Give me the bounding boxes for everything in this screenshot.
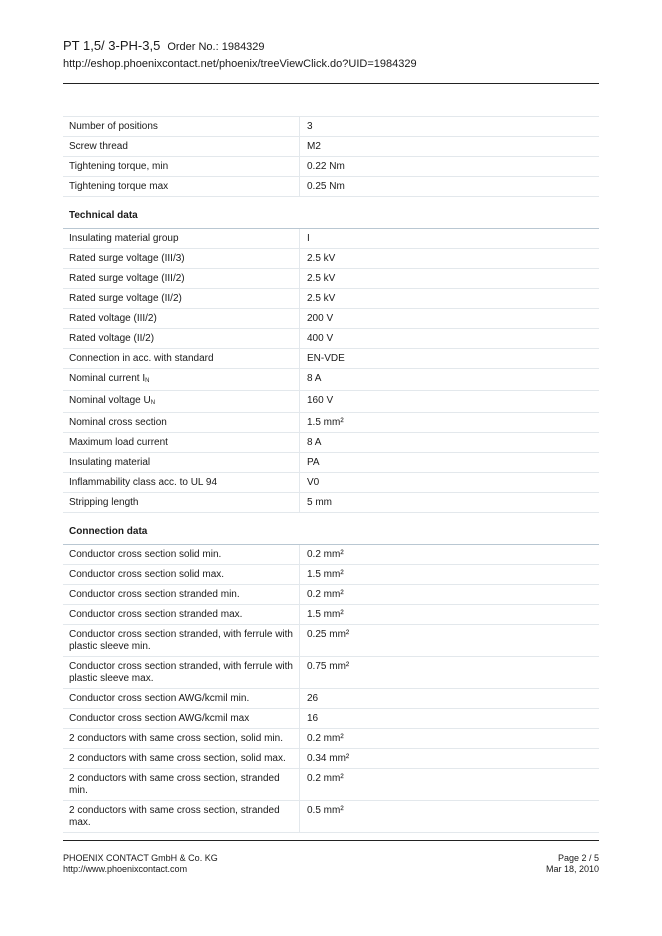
spec-table (63, 116, 599, 833)
table-row (63, 289, 599, 309)
spec-label (63, 309, 300, 329)
spec-value: 0.5 mm² (300, 801, 600, 833)
product-url[interactable]: http://eshop.phoenixcontact.net/phoenix/treeViewClick.do?UID=1984329 (63, 58, 417, 70)
spec-value: I (300, 229, 600, 249)
table-row (63, 157, 599, 177)
table-row (63, 433, 599, 453)
spec-label-text: Maximum load current (69, 437, 168, 448)
spec-label (63, 729, 300, 749)
spec-value: 200 V (300, 309, 600, 329)
spec-label-text: 2 conductors with same cross section, solid max. (69, 753, 286, 764)
page-header (63, 37, 599, 72)
spec-value: V0 (300, 473, 600, 493)
spec-label (63, 369, 300, 391)
spec-value: 8 A (300, 433, 600, 453)
spec-label (63, 157, 300, 177)
spec-value: EN-VDE (300, 349, 600, 369)
spec-label-text: Screw thread (69, 141, 128, 152)
technical-section (63, 197, 599, 229)
spec-label (63, 229, 300, 249)
title-line (63, 37, 599, 56)
spec-label (63, 749, 300, 769)
spec-label (63, 769, 300, 801)
spec-label-subscript: N (145, 378, 150, 384)
footer-right (546, 853, 599, 875)
spec-label (63, 289, 300, 309)
spec-label-text: Conductor cross section AWG/kcmil min. (69, 693, 250, 704)
spec-value: 0.25 Nm (300, 177, 600, 197)
spec-label-text: Conductor cross section solid max. (69, 569, 225, 580)
spec-label (63, 565, 300, 585)
spec-label-subscript: N (150, 400, 156, 406)
spec-label-text: Conductor cross section stranded min. (69, 589, 240, 600)
page-number: Page 2 / 5 (557, 853, 599, 863)
table-row (63, 729, 599, 749)
spec-label-text: Nominal voltage U (69, 395, 151, 406)
spec-value: 0.34 mm² (300, 749, 600, 769)
spec-value: M2 (300, 137, 600, 157)
order-number: Order No.: 1984329 (167, 41, 265, 53)
spec-label-text: Number of positions (69, 121, 158, 132)
table-row (63, 349, 599, 369)
spec-label (63, 453, 300, 473)
table-row (63, 137, 599, 157)
spec-value: 160 V (300, 391, 600, 413)
footer-left (63, 853, 218, 875)
spec-label (63, 391, 300, 413)
spec-value: 1.5 mm² (300, 413, 600, 433)
spec-label-text: Tightening torque, min (69, 161, 169, 172)
spec-value: 0.2 mm² (300, 545, 600, 565)
spec-value: 5 mm (300, 493, 600, 513)
spec-label-text: Rated surge voltage (III/2) (69, 273, 185, 284)
spec-content (63, 116, 599, 833)
section-heading-row (63, 513, 599, 545)
table-row (63, 565, 599, 585)
table-row (63, 709, 599, 729)
spec-value: 0.22 Nm (300, 157, 600, 177)
technical-heading: Technical data (63, 197, 599, 229)
spec-label-text: Insulating material group (69, 233, 179, 244)
table-row (63, 413, 599, 433)
spec-value: 0.2 mm² (300, 769, 600, 801)
spec-value: 26 (300, 689, 600, 709)
spec-value: 2.5 kV (300, 249, 600, 269)
spec-label (63, 545, 300, 565)
company-website[interactable]: http://www.phoenixcontact.com (63, 864, 188, 874)
spec-value: 3 (300, 117, 600, 137)
table-row (63, 473, 599, 493)
spec-label-text: Tightening torque max (69, 181, 169, 192)
spec-label-text: Rated voltage (III/2) (69, 313, 157, 324)
connection-section (63, 513, 599, 545)
spec-label-text: Rated voltage (II/2) (69, 333, 155, 344)
print-date: Mar 18, 2010 (545, 864, 599, 874)
spec-label-text: Nominal current I (69, 373, 146, 384)
table-row (63, 309, 599, 329)
spec-label (63, 801, 300, 833)
spec-label-text: Rated surge voltage (III/3) (69, 253, 185, 264)
spec-label (63, 349, 300, 369)
table-row (63, 689, 599, 709)
table-row (63, 369, 599, 391)
header-divider (63, 83, 599, 84)
spec-value: 2.5 kV (300, 289, 600, 309)
technical-rows (63, 229, 599, 513)
table-row (63, 749, 599, 769)
table-row (63, 605, 599, 625)
footer-divider (63, 840, 599, 841)
spec-label (63, 709, 300, 729)
spec-label (63, 329, 300, 349)
table-row (63, 229, 599, 249)
spec-value: 1.5 mm² (300, 605, 600, 625)
spec-label (63, 177, 300, 197)
spec-label (63, 249, 300, 269)
table-row (63, 453, 599, 473)
table-row (63, 625, 599, 657)
spec-label (63, 413, 300, 433)
spec-value: PA (300, 453, 600, 473)
spec-label-text: Conductor cross section solid min. (69, 549, 222, 560)
spec-label (63, 433, 300, 453)
spec-value: 0.75 mm² (300, 657, 600, 689)
spec-label-text: Nominal cross section (69, 417, 167, 428)
spec-label-text: Inflammability class acc. to UL 94 (69, 477, 218, 488)
table-row (63, 269, 599, 289)
table-row (63, 117, 599, 137)
table-row (63, 545, 599, 565)
spec-label (63, 657, 300, 689)
connection-rows (63, 545, 599, 833)
spec-label-text: 2 conductors with same cross section, stranded max. (69, 805, 280, 828)
spec-label (63, 625, 300, 657)
spec-label (63, 605, 300, 625)
spec-value: 0.25 mm² (300, 625, 600, 657)
table-row (63, 801, 599, 833)
spec-label-text: Stripping length (69, 497, 139, 508)
company-name: PHOENIX CONTACT GmbH & Co. KG (63, 853, 218, 863)
spec-label (63, 493, 300, 513)
table-row (63, 585, 599, 605)
spec-label-text: Conductor cross section stranded max. (69, 609, 243, 620)
spec-label-text: Conductor cross section stranded, with ferrule with plastic sleeve min. (69, 629, 293, 652)
spec-label-text: Rated surge voltage (II/2) (69, 293, 182, 304)
general-rows (63, 117, 599, 197)
table-row (63, 657, 599, 689)
spec-value: 0.2 mm² (300, 585, 600, 605)
spec-label-text: Conductor cross section AWG/kcmil max (69, 713, 250, 724)
table-row (63, 329, 599, 349)
connection-heading: Connection data (63, 513, 599, 545)
spec-value: 1.5 mm² (300, 565, 600, 585)
spec-label-text: 2 conductors with same cross section, solid min. (69, 733, 283, 744)
table-row (63, 769, 599, 801)
table-row (63, 391, 599, 413)
product-title: PT 1,5/ 3-PH-3,5 (63, 38, 161, 53)
spec-label-text: Insulating material (69, 457, 151, 468)
spec-label-text: 2 conductors with same cross section, stranded min. (69, 773, 280, 796)
spec-label (63, 117, 300, 137)
spec-label-text: Conductor cross section stranded, with ferrule with plastic sleeve max. (69, 661, 293, 684)
table-row (63, 493, 599, 513)
section-heading-row (63, 197, 599, 229)
spec-value: 400 V (300, 329, 600, 349)
spec-value: 0.2 mm² (300, 729, 600, 749)
spec-label (63, 269, 300, 289)
table-row (63, 177, 599, 197)
spec-label-text: Connection in acc. with standard (69, 353, 214, 364)
spec-label (63, 689, 300, 709)
spec-value: 2.5 kV (300, 269, 600, 289)
table-row (63, 249, 599, 269)
spec-label (63, 137, 300, 157)
spec-value: 16 (300, 709, 600, 729)
spec-label (63, 473, 300, 493)
spec-label (63, 585, 300, 605)
spec-value: 8 A (300, 369, 600, 391)
